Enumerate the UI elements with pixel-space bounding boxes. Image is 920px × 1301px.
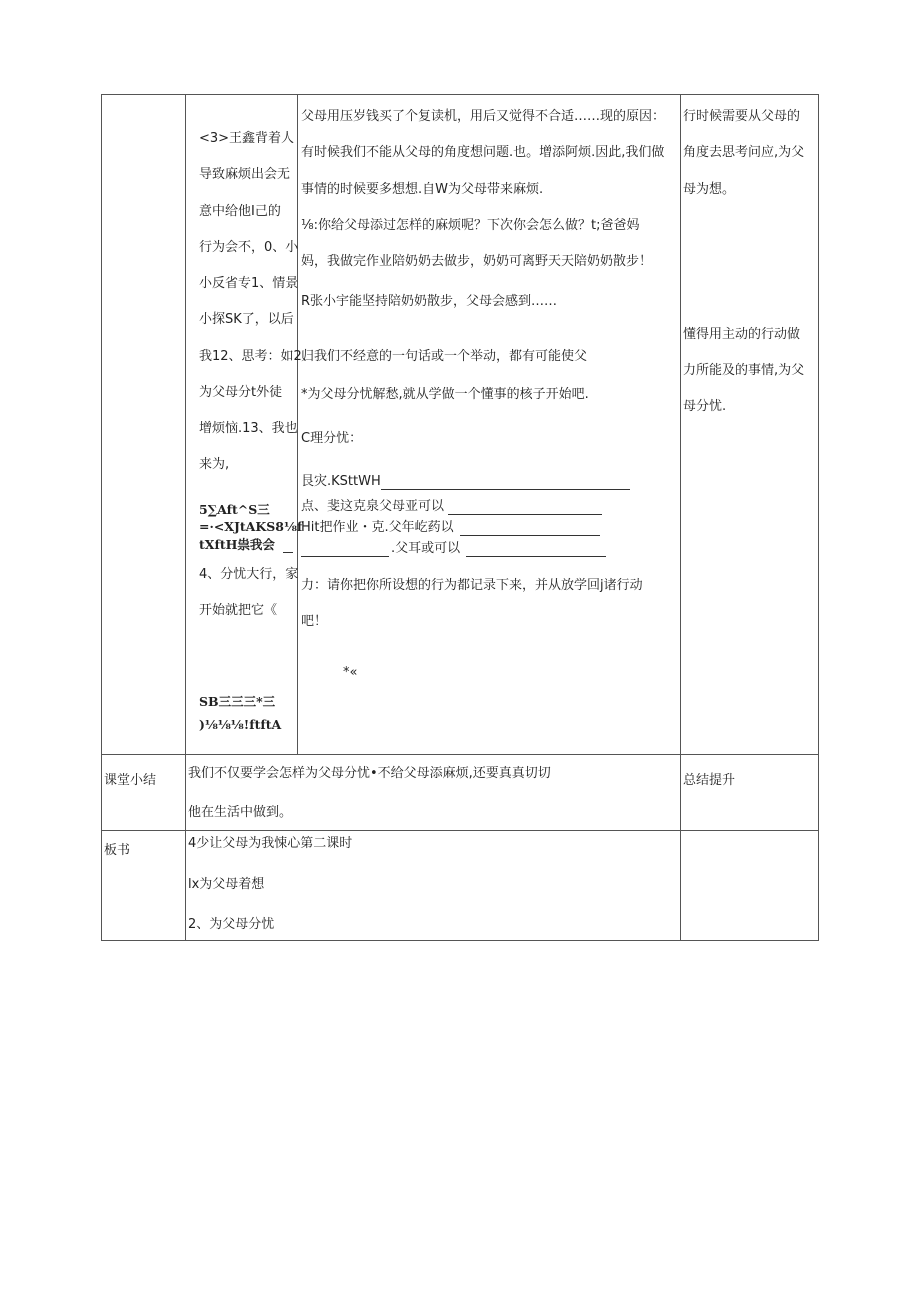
activity-line: 开始就把它《: [199, 603, 278, 618]
intent-line: 母为想。: [683, 182, 736, 197]
activity-line: 行为会不，0、小: [199, 240, 299, 255]
answer-blank: [448, 501, 602, 515]
intent-line: 角度去思考问应,为父: [683, 145, 805, 160]
activity-line: 5∑Aft^S三: [199, 502, 270, 517]
column-divider-1: [185, 94, 186, 941]
activity-line: tXftH祟我会: [199, 537, 275, 552]
fill-line-label: .父耳或可以: [391, 541, 461, 556]
table-border-bottom: [101, 940, 819, 941]
blackboard-label: 板书: [104, 843, 131, 858]
activity-line: 4、分忧大行，家: [199, 567, 299, 582]
answer-blank: [466, 543, 606, 557]
content-line: 事情的时候要多想想.自W为父母带来麻烦.: [301, 182, 544, 197]
fill-line-label: 点、斐这克泉父母亚可以: [301, 499, 445, 514]
summary-label: 课堂小结: [104, 773, 157, 788]
intent-line: 母分忧.: [683, 399, 727, 414]
column-divider-2: [680, 94, 681, 941]
answer-blank: [381, 476, 630, 490]
activity-line: 导致麻烦出会无: [199, 167, 291, 182]
row-divider-1: [101, 754, 819, 755]
blackboard-line: 4少让父母为我悚心第二课时: [188, 836, 353, 851]
content-line: C理分忧：: [301, 431, 363, 446]
activity-line: 小反省专1、情景: [199, 276, 299, 291]
content-line: R张小宇能坚持陪奶奶散步，父母会感到……: [301, 294, 558, 309]
activity-line: 来为,: [199, 457, 230, 472]
fill-line: [301, 499, 602, 515]
content-line: ⅛:你给父母添过怎样的麻烦呢？下次你会怎么做？t;爸爸妈: [301, 218, 640, 233]
activity-line: =·<XJtAKS8⅛f: [199, 519, 303, 534]
intent-line: 行时候需要从父母的: [683, 109, 801, 124]
answer-blank: [301, 543, 389, 557]
content-line: *«: [343, 665, 358, 680]
content-line: 归我们不经意的一句话或一个举动，都有可能使父: [301, 349, 588, 364]
table-border-right: [818, 94, 819, 941]
activity-line: SB三三三*三: [199, 694, 276, 709]
summary-note: 总结提升: [683, 773, 736, 788]
fill-line-label: 艮灾.KSttWH: [301, 474, 381, 489]
fill-line-label: Hit把作业・克.父年屹药以: [301, 520, 454, 535]
content-line: 妈，我做完作业陪奶奶去做步，奶奶可离野天天陪奶奶散步！: [301, 254, 653, 269]
activity-line: <3>王鑫背着人: [199, 131, 295, 146]
blackboard-line: lx为父母着想: [188, 877, 265, 892]
blackboard-line: 2、为父母分忧: [188, 917, 275, 932]
answer-blank: [460, 522, 600, 536]
table-border-top: [101, 94, 819, 95]
activity-line: )⅛⅛⅛!ftftA: [199, 717, 282, 732]
activity-line: 小探SK了，以后: [199, 312, 294, 327]
row-divider-2: [101, 830, 819, 831]
fill-line: [301, 520, 600, 536]
fill-line: [301, 541, 606, 557]
summary-line: 他在生活中做到。: [188, 805, 293, 820]
content-line: 父母用压岁钱买了个复读机，用后又觉得不合适……现的原因：: [301, 109, 666, 124]
activity-line: 为父母分t外徒: [199, 385, 283, 400]
activity-line: 增烦恼.13、我也: [199, 421, 298, 436]
fill-line: [301, 474, 630, 490]
blank-stub: [283, 537, 293, 553]
intent-line: 懂得用主动的行动做: [683, 327, 801, 342]
activity-line: 意中给他I己的: [199, 204, 281, 219]
table-border-left: [101, 94, 102, 941]
summary-line: 我们不仅要学会怎样为父母分忧•不给父母添麻烦,还要真真切切: [188, 766, 551, 781]
content-line: 有时候我们不能从父母的角度想问题.也。增添阿烦.因此,我们做: [301, 145, 665, 160]
activity-line: 我12、思考：如2、: [199, 349, 315, 364]
content-line: *为父母分忧解愁,就从学做一个懂事的核子开始吧.: [301, 387, 589, 402]
content-line: 吧！: [301, 614, 328, 629]
intent-line: 力所能及的事情,为父: [683, 363, 805, 378]
content-line: 力：请你把你所设想的行为都记录下来，并从放学回j诸行动: [301, 578, 643, 593]
